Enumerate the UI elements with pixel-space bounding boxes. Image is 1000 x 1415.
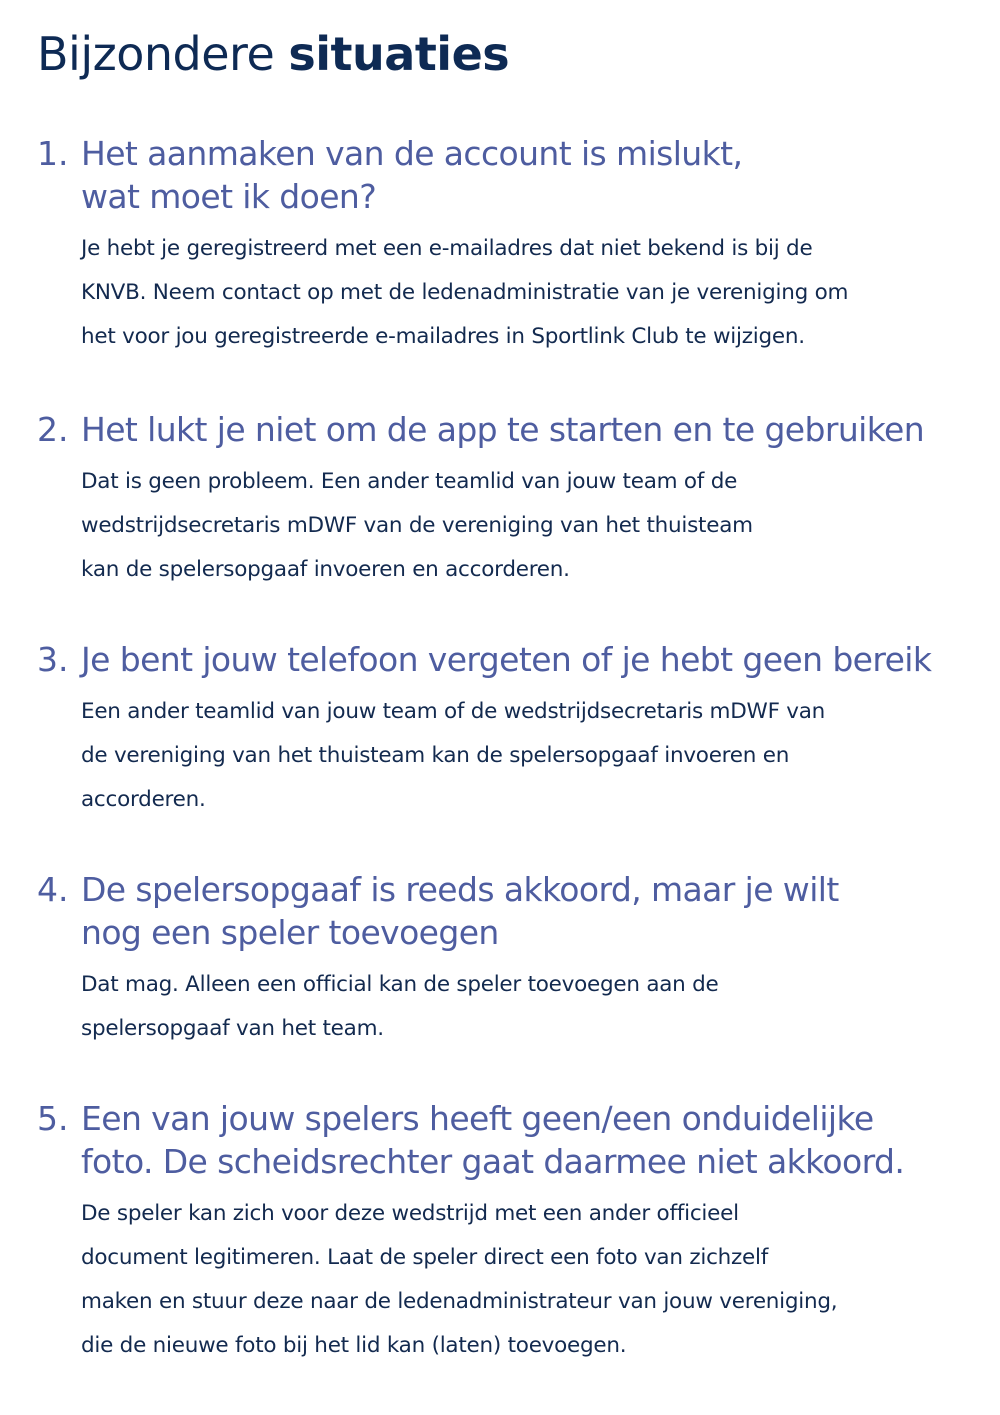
- item-heading-line: Het lukt je niet om de app te starten en te gebruiken: [81, 410, 925, 449]
- item-heading: [81, 408, 977, 451]
- item-number: 1.: [37, 134, 69, 173]
- item-number: 5.: [37, 1099, 69, 1138]
- item-body: [81, 690, 977, 822]
- item-heading-line: Het aanmaken van de account is mislukt,: [81, 134, 743, 173]
- item-number: 2.: [37, 410, 69, 449]
- item-body-line: Je hebt je geregistreerd met een e-mailadres dat niet bekend is bij de: [81, 236, 813, 261]
- item-body-line: De speler kan zich voor deze wedstrijd met een ander officieel: [81, 1201, 739, 1226]
- item-number: 4.: [37, 870, 69, 909]
- title-bold: situaties: [288, 27, 510, 81]
- item-heading-line: De spelersopgaaf is reeds akkoord, maar je wilt: [81, 870, 839, 909]
- item-body-line: accorderen.: [81, 787, 206, 812]
- item-heading-line: Je bent jouw telefoon vergeten of je hebt geen bereik: [81, 640, 932, 679]
- item-body-line: spelersopgaaf van het team.: [81, 1016, 384, 1041]
- item-body: [81, 227, 977, 359]
- list-item: [37, 638, 977, 822]
- item-body-line: document legitimeren. Laat de speler direct een foto van zichzelf: [81, 1245, 769, 1270]
- item-body-line: Een ander teamlid van jouw team of de wedstrijdsecretaris mDWF van: [81, 699, 826, 724]
- item-heading: [81, 1097, 977, 1183]
- item-body-line: wedstrijdsecretaris mDWF van de vereniging van het thuisteam: [81, 513, 753, 538]
- item-heading-line: wat moet ik doen?: [81, 177, 377, 216]
- item-heading: [81, 868, 977, 954]
- title-regular: Bijzondere: [37, 27, 289, 81]
- item-body-line: Dat mag. Alleen een official kan de speler toevoegen aan de: [81, 972, 719, 997]
- item-number: 3.: [37, 640, 69, 679]
- list-item: [37, 868, 977, 1051]
- item-body-line: het voor jou geregistreerde e-mailadres in Sportlink Club te wijzigen.: [81, 324, 805, 349]
- list-item: [37, 408, 977, 592]
- item-body: [81, 1192, 977, 1368]
- item-body: [81, 963, 977, 1051]
- item-heading: [81, 638, 977, 681]
- page-title: [37, 24, 509, 84]
- item-heading-line: foto. De scheidsrechter gaat daarmee niet akkoord.: [81, 1142, 905, 1181]
- item-body-line: kan de spelersopgaaf invoeren en accorderen.: [81, 557, 570, 582]
- item-body-line: Dat is geen probleem. Een ander teamlid van jouw team of de: [81, 469, 738, 494]
- item-body-line: maken en stuur deze naar de ledenadministrateur van jouw vereniging,: [81, 1289, 838, 1314]
- item-body-line: die de nieuwe foto bij het lid kan (laten) toevoegen.: [81, 1333, 627, 1358]
- item-heading: [81, 132, 977, 218]
- item-body: [81, 460, 977, 592]
- list-item: [37, 1097, 977, 1368]
- item-body-line: de vereniging van het thuisteam kan de spelersopgaaf invoeren en: [81, 743, 790, 768]
- list-item: [37, 132, 977, 359]
- item-body-line: KNVB. Neem contact op met de ledenadministratie van je vereniging om: [81, 280, 849, 305]
- item-heading-line: nog een speler toevoegen: [81, 913, 499, 952]
- item-heading-line: Een van jouw spelers heeft geen/een onduidelijke: [81, 1099, 874, 1138]
